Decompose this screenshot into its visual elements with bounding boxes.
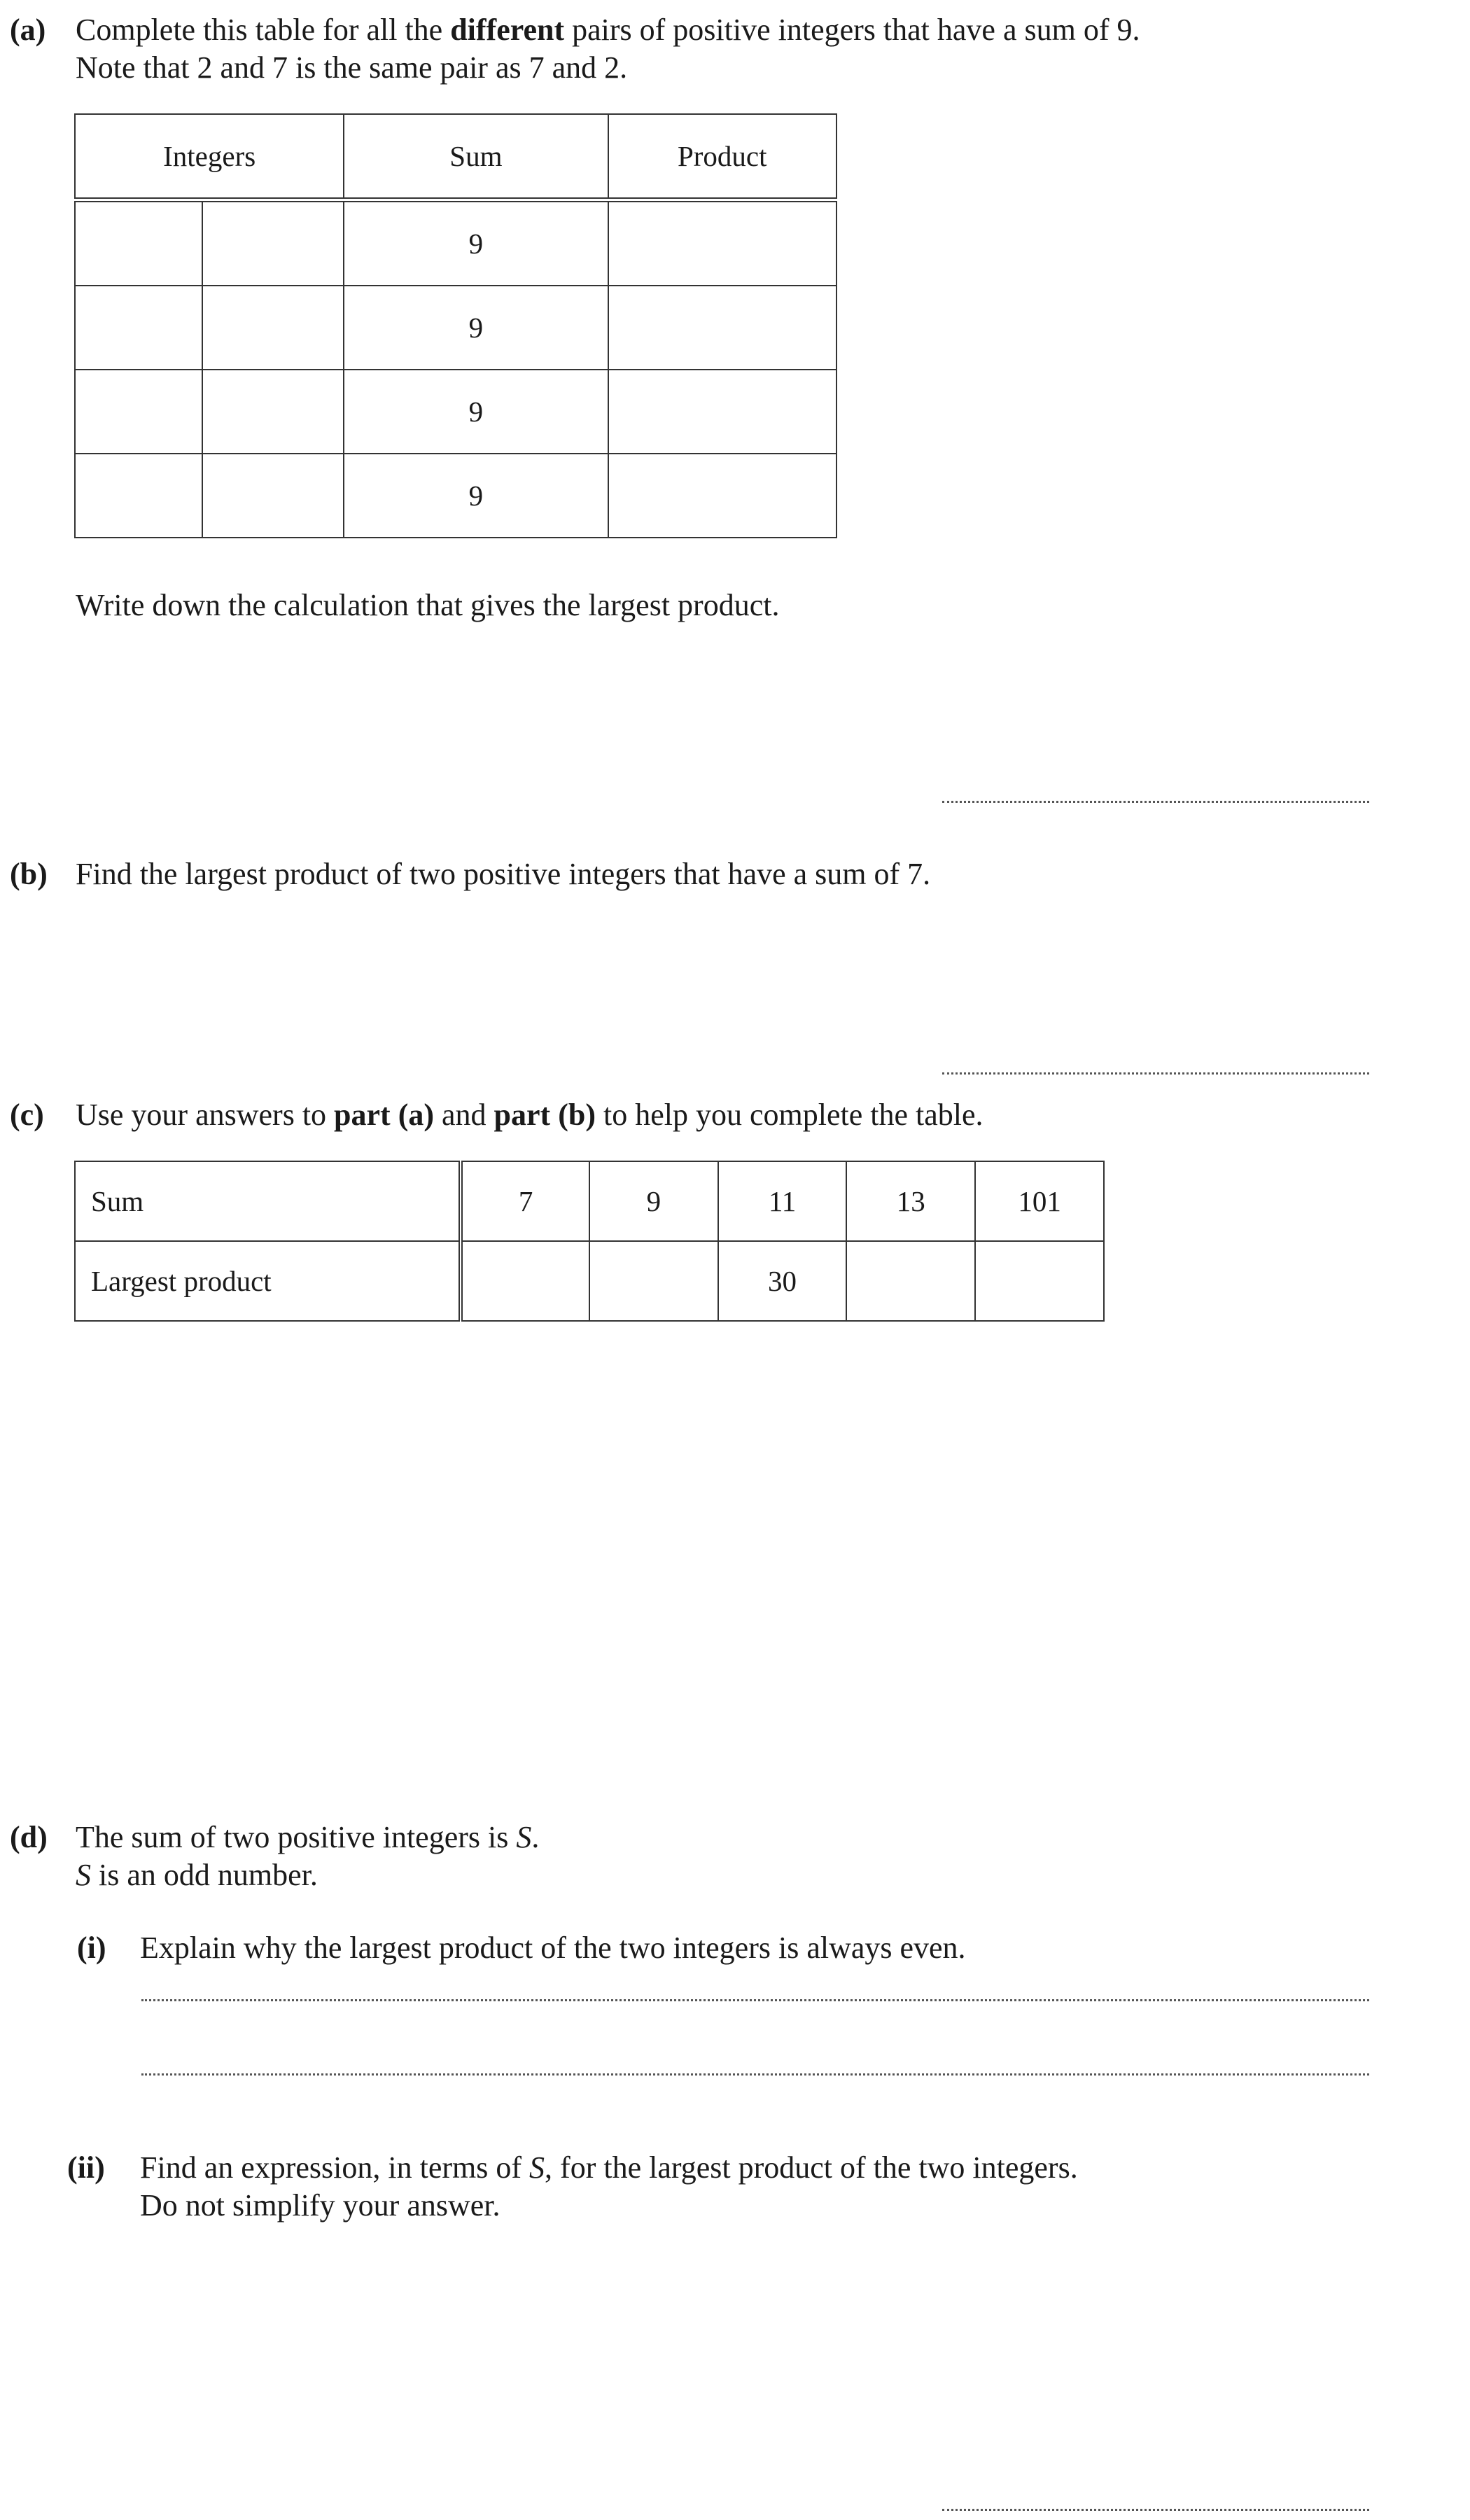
part-b-label: (b) bbox=[10, 857, 48, 891]
integer-1-cell[interactable] bbox=[75, 286, 202, 370]
table-row bbox=[75, 454, 836, 538]
sum-value-cell: 11 bbox=[718, 1161, 847, 1241]
product-value-cell[interactable] bbox=[589, 1241, 718, 1321]
integer-2-cell[interactable] bbox=[202, 454, 344, 538]
integer-2-cell[interactable] bbox=[202, 200, 344, 286]
table-row bbox=[75, 1161, 1104, 1241]
product-value-cell[interactable] bbox=[461, 1241, 589, 1321]
table-row bbox=[75, 286, 836, 370]
part-d-ii-prompt-line1: Find an expression, in terms of S, for the largest product of the two integers. bbox=[140, 2150, 1078, 2185]
row-label-largest-product: Largest product bbox=[75, 1241, 461, 1321]
part-a-prompt-line1: Complete this table for all the different pairs of positive integers that have a sum of 9. bbox=[76, 13, 1140, 47]
answer-line-a[interactable] bbox=[942, 801, 1369, 803]
header-sum: Sum bbox=[344, 114, 608, 200]
part-a-prompt-line2: Note that 2 and 7 is the same pair as 7 and 2. bbox=[76, 50, 628, 85]
part-d-i-label: (i) bbox=[77, 1931, 106, 1965]
part-d-ii-label: (ii) bbox=[67, 2150, 105, 2185]
header-integers: Integers bbox=[75, 114, 344, 200]
table-row bbox=[75, 370, 836, 454]
integer-1-cell[interactable] bbox=[75, 454, 202, 538]
part-a-instruction: Write down the calculation that gives the largest product. bbox=[76, 588, 780, 622]
sum-product-table bbox=[74, 1161, 1105, 1322]
header-product: Product bbox=[608, 114, 837, 200]
table-row bbox=[75, 200, 836, 286]
sum-value-cell: 9 bbox=[589, 1161, 718, 1241]
sum-cell: 9 bbox=[344, 286, 608, 370]
answer-line-d-i-2[interactable] bbox=[141, 2073, 1369, 2076]
table-row bbox=[75, 1241, 1104, 1321]
part-d-prompt-line2: S is an odd number. bbox=[76, 1858, 318, 1892]
answer-line-d-ii[interactable] bbox=[942, 2509, 1369, 2511]
sum-cell: 9 bbox=[344, 200, 608, 286]
row-label-sum: Sum bbox=[75, 1161, 461, 1241]
part-b-prompt: Find the largest product of two positive integers that have a sum of 7. bbox=[76, 857, 931, 891]
part-d-label: (d) bbox=[10, 1820, 48, 1854]
sum-cell: 9 bbox=[344, 370, 608, 454]
part-c-label: (c) bbox=[10, 1098, 44, 1132]
product-cell[interactable] bbox=[608, 200, 837, 286]
product-value-cell: 30 bbox=[718, 1241, 847, 1321]
part-d-ii-prompt-line2: Do not simplify your answer. bbox=[140, 2188, 500, 2222]
sum-value-cell: 101 bbox=[975, 1161, 1104, 1241]
answer-line-d-i-1[interactable] bbox=[141, 1999, 1369, 2001]
product-cell[interactable] bbox=[608, 454, 837, 538]
product-value-cell[interactable] bbox=[975, 1241, 1104, 1321]
product-value-cell[interactable] bbox=[846, 1241, 975, 1321]
integer-2-cell[interactable] bbox=[202, 286, 344, 370]
integer-2-cell[interactable] bbox=[202, 370, 344, 454]
integer-1-cell[interactable] bbox=[75, 370, 202, 454]
integer-1-cell[interactable] bbox=[75, 200, 202, 286]
answer-line-b[interactable] bbox=[942, 1072, 1369, 1074]
sum-cell: 9 bbox=[344, 454, 608, 538]
product-cell[interactable] bbox=[608, 286, 837, 370]
part-c-prompt: Use your answers to part (a) and part (b) to help you complete the table. bbox=[76, 1098, 983, 1132]
sum-value-cell: 7 bbox=[461, 1161, 589, 1241]
part-a-label: (a) bbox=[10, 13, 46, 47]
part-d-prompt-line1: The sum of two positive integers is S. bbox=[76, 1820, 540, 1854]
sum-value-cell: 13 bbox=[846, 1161, 975, 1241]
product-cell[interactable] bbox=[608, 370, 837, 454]
part-d-i-prompt: Explain why the largest product of the two integers is always even. bbox=[140, 1931, 966, 1965]
pairs-table bbox=[74, 113, 837, 538]
